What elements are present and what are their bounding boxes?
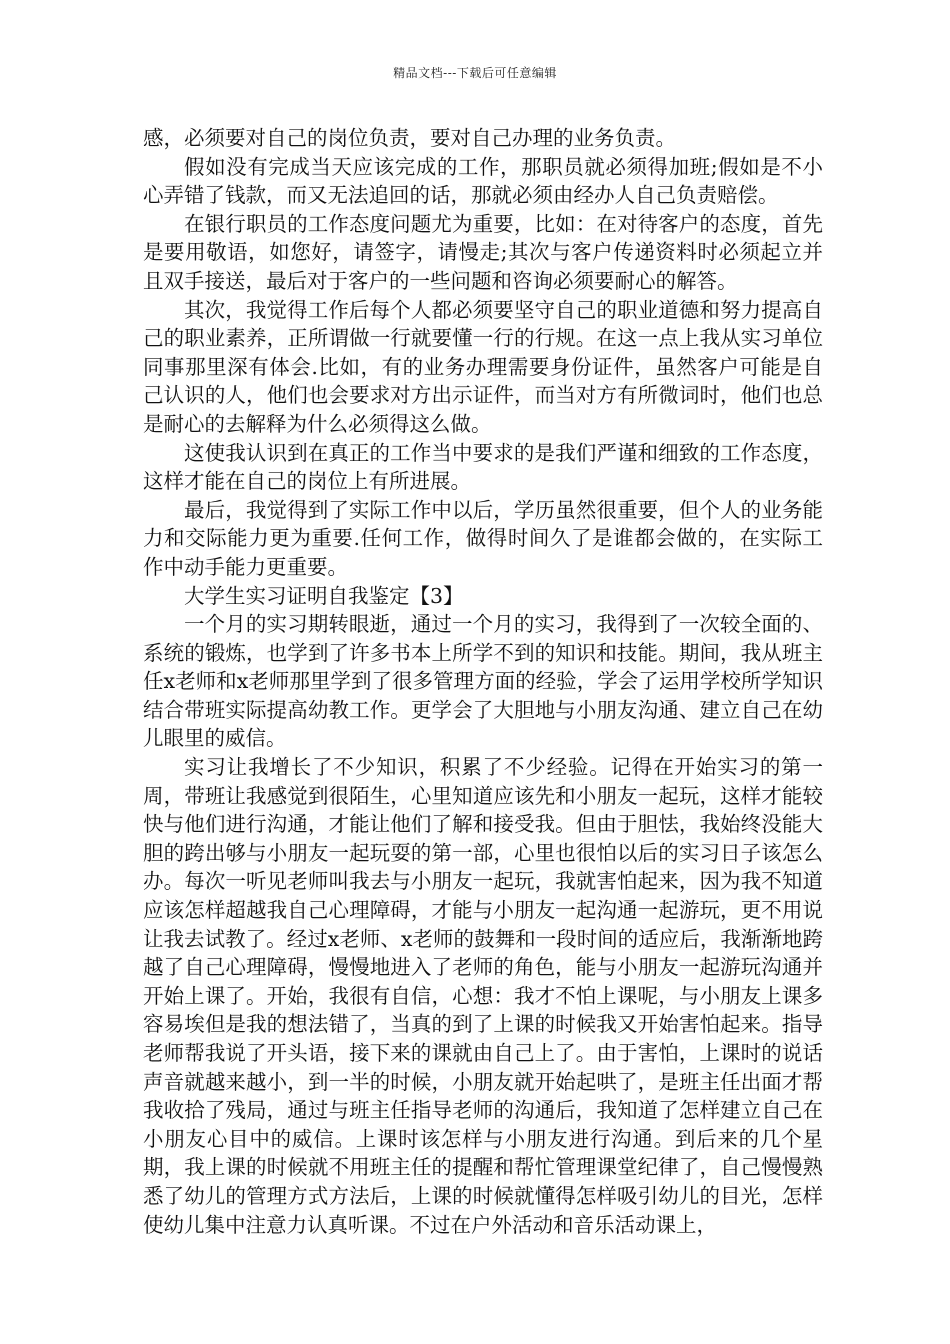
page-header: 精品文档---下载后可任意编辑 [393,66,557,80]
document-body [143,124,823,1239]
paragraph: 一个月的实习期转眼逝，通过一个月的实习，我得到了一次较全面的、系统的锻炼，也学到了许多书本上所学不到的知识和技能。期间，我从班主任x老师和x老师那里学到了很多管理方面的经验，学会了运用学校所学知识结合带班实际提高幼教工作。更学会了大胆地与小朋友沟通、建立自己在幼儿眼里的威信。 [143,612,823,751]
paragraph: 最后，我觉得到了实际工作中以后，学历虽然很重要，但个人的业务能力和交际能力更为重要.任何工作，做得时间久了是谁都会做的，在实际工作中动手能力更重要。 [143,497,823,579]
paragraph: 感，必须要对自己的岗位负责，要对自己办理的业务负责。 [143,126,676,150]
paragraph: 实习让我增长了不少知识，积累了不少经验。记得在开始实习的第一周，带班让我感觉到很陌生，心里知道应该先和小朋友一起玩，这样才能较快与他们进行沟通，才能让他们了解和接受我。但由于胆怯，我始终没能大胆的跨出够与小朋友一起玩耍的第一部，心里也很怕以后的实习日子该怎么办。每次一听见老师叫我去与小朋友一起玩，我就害怕起来，因为我不知道应该怎样超越我自己心理障碍，才能与小朋友一起沟通一起游玩，更不用说让我去试教了。经过x老师、x老师的鼓舞和一段时间的适应后，我渐渐地跨越了自己心理障碍，慢慢地进入了老师的角色，能与小朋友一起游玩沟通并开始上课了。开始，我很有自信，心想：我才不怕上课呢，与小朋友上课多容易埃但是我的想法错了，当真的到了上课的时候我又开始害怕起来。指导老师帮我说了开头语，接下来的课就由自己上了。由于害怕，上课时的说话声音就越来越小，到一半的时候，小朋友就开始起哄了，是班主任出面才帮我收拾了残局，通过与班主任指导老师的沟通后，我知道了怎样建立自己在小朋友心目中的威信。上课时该怎样与小朋友进行沟通。到后来的几个星期，我上课的时候就不用班主任的提醒和帮忙管理课堂纪律了，自己慢慢熟悉了幼儿的管理方式方法后，上课的时候就懂得怎样吸引幼儿的目光，怎样使幼儿集中注意力认真听课。不过在户外活动和音乐活动课上， [143,755,823,1237]
section-heading: 大学生实习证明自我鉴定【3】 [184,583,464,608]
paragraph: 在银行职员的工作态度问题尤为重要，比如：在对待客户的态度，首先是要用敬语，如您好，请签字，请慢走;其次与客户传递资料时必须起立并且双手接送，最后对于客户的一些问题和咨询必须要耐心的解答。 [143,211,823,293]
paragraph: 这使我认识到在真正的工作当中要求的是我们严谨和细致的工作态度，这样才能在自己的岗位上有所进展。 [143,440,823,494]
paragraph: 其次，我觉得工作后每个人都必须要坚守自己的职业道德和努力提高自己的职业素养，正所谓做一行就要懂一行的行规。在这一点上我从实习单位同事那里深有体会.比如，有的业务办理需要身份证件，虽然客户可能是自己认识的人，他们也会要求对方出示证件，而当对方有所微词时，他们也总是耐心的去解释为什么必须得这么做。 [143,297,823,436]
paragraph: 假如没有完成当天应该完成的工作，那职员就必须得加班;假如是不小心弄错了钱款，而又无法追回的话，那就必须由经办人自己负责赔偿。 [143,154,823,208]
